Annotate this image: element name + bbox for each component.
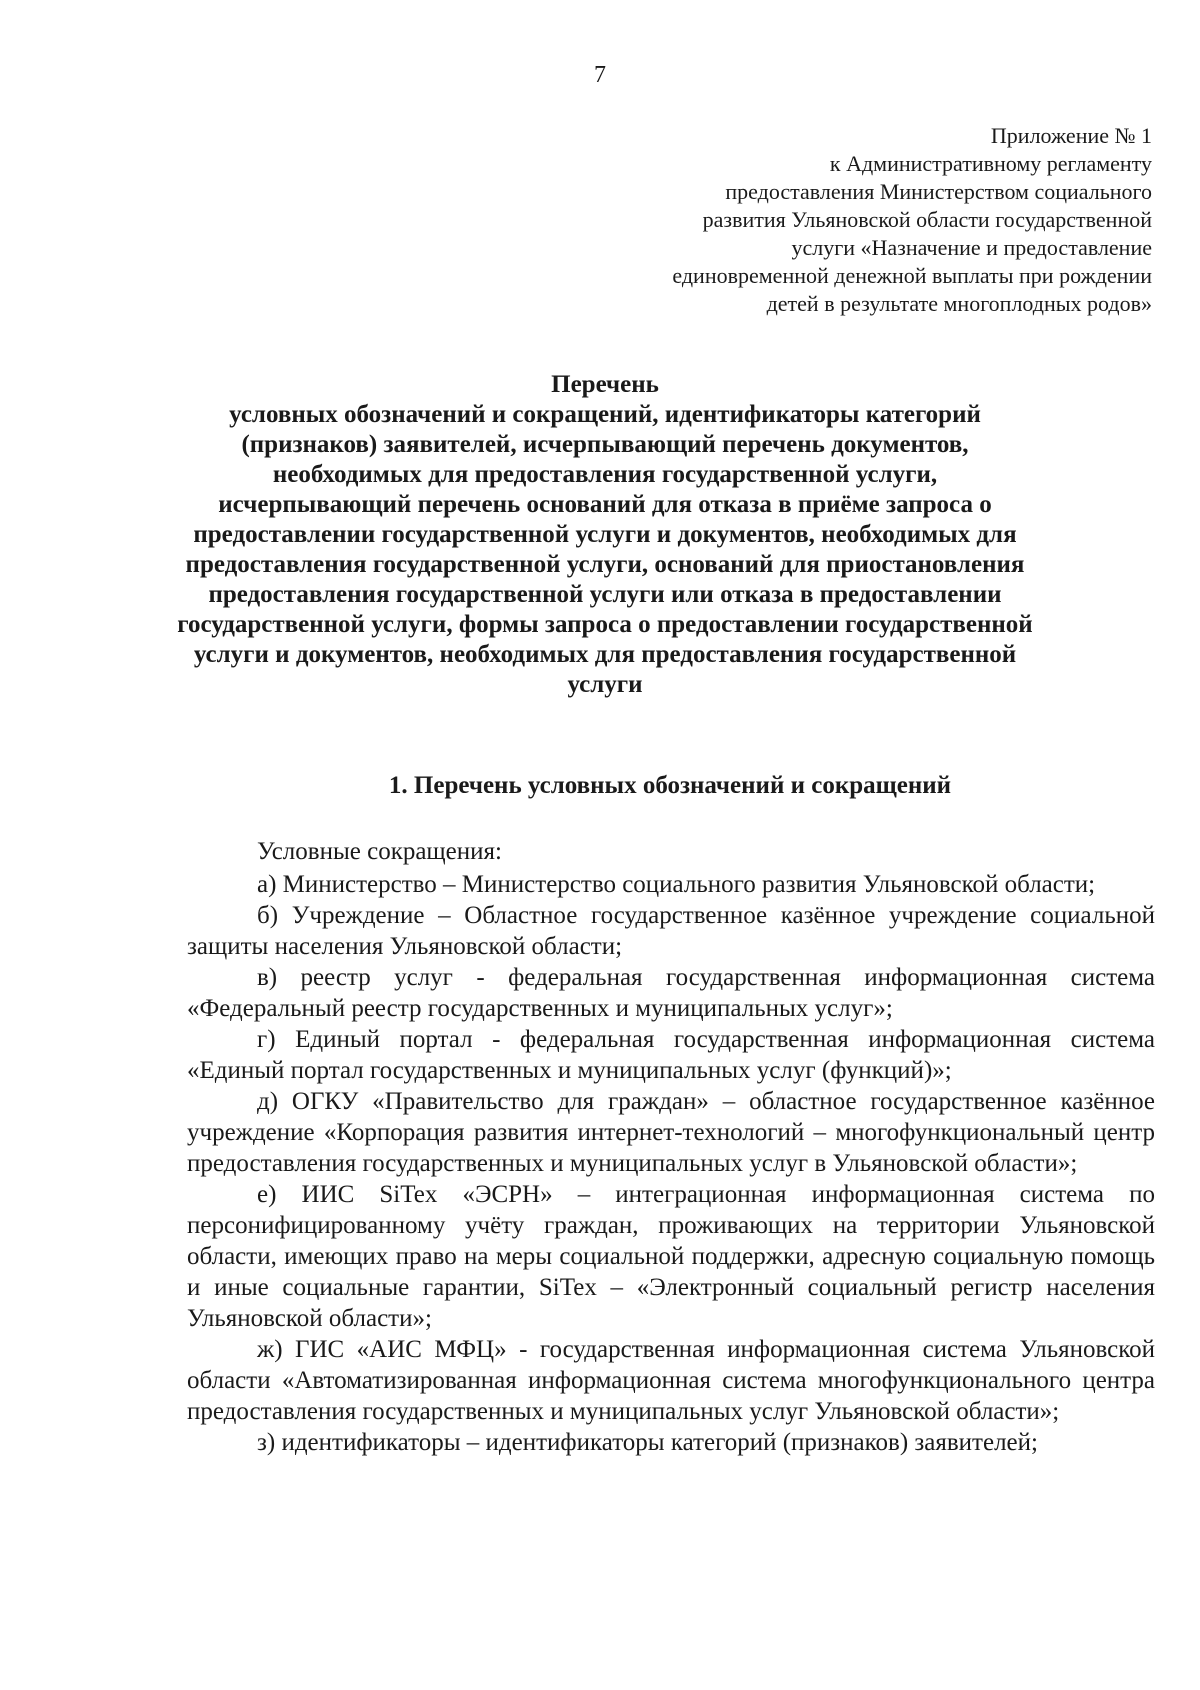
list-item: а) Министерство – Министерство социального развития Ульяновской области; <box>257 871 1096 898</box>
list-item: д) ОГКУ «Правительство для граждан» – областное государственное казённое учреждение «Корпорация развития интернет-технологий – многофункциональный центр предоставления государственных и муниципальных услуг в Ульяновской области»; <box>187 1088 1155 1177</box>
title-line: условных обозначений и сокращений, идентификаторы категорий <box>229 401 981 428</box>
title-line: Перечень <box>551 371 659 398</box>
title-line: услуги и документов, необходимых для предоставления государственной <box>193 641 1017 668</box>
title-line: исчерпывающий перечень оснований для отказа в приёме запроса о <box>218 491 992 518</box>
appendix-line: предоставления Министерством социального <box>725 179 1152 204</box>
appendix-line: развития Ульяновской области государственной <box>702 207 1152 232</box>
section-heading: 1. Перечень условных обозначений и сокращений <box>388 772 952 799</box>
appendix-line: единовременной денежной выплаты при рождении <box>672 263 1152 288</box>
list-item: ж) ГИС «АИС МФЦ» - государственная информационная система Ульяновской области «Автоматизированная информационная система многофункционального центра предоставления государственных и муниципальных услуг Ульяновской области»; <box>187 1336 1155 1425</box>
list-item: в) реестр услуг - федеральная государственная информационная система «Федеральный реестр государственных и муниципальных услуг»; <box>187 964 1155 1022</box>
section-body <box>187 836 1155 1458</box>
list-item: б) Учреждение – Областное государственное казённое учреждение социальной защиты населения Ульяновской области; <box>187 902 1155 960</box>
title-line: необходимых для предоставления государственной услуги, <box>272 461 938 488</box>
title-line: предоставлении государственной услуги и документов, необходимых для <box>193 521 1017 548</box>
title-line: услуги <box>567 671 643 698</box>
list-item: е) ИИС SiTex «ЭСРН» – интеграционная информационная система по персонифицированному учёту граждан, проживающих на территории Ульяновской области, имеющих право на меры социальной поддержки, адресную социальную помощь и иные социальные гарантии, SiTex – «Электронный социальный регистр населения Ульяновской области»; <box>187 1181 1155 1332</box>
title-line: (признаков) заявителей, исчерпывающий перечень документов, <box>241 431 969 458</box>
abbreviations-intro: Условные сокращения: <box>257 838 502 865</box>
title-line: государственной услуги, формы запроса о предоставлении государственной <box>177 611 1033 638</box>
appendix-line: к Административному регламенту <box>829 151 1152 176</box>
page-number: 7 <box>594 62 606 88</box>
document-title <box>170 370 1040 700</box>
title-line: предоставления государственной услуги или отказа в предоставлении <box>208 581 1002 608</box>
appendix-line: Приложение № 1 <box>990 123 1152 148</box>
appendix-line: услуги «Назначение и предоставление <box>791 235 1152 260</box>
appendix-line: детей в результате многоплодных родов» <box>766 291 1152 316</box>
appendix-header <box>512 122 1152 318</box>
list-item: з) идентификаторы – идентификаторы категорий (признаков) заявителей; <box>257 1429 1038 1456</box>
list-item: г) Единый портал - федеральная государственная информационная система «Единый портал государственных и муниципальных услуг (функций)»; <box>187 1026 1155 1084</box>
title-line: предоставления государственной услуги, оснований для приостановления <box>185 551 1025 578</box>
